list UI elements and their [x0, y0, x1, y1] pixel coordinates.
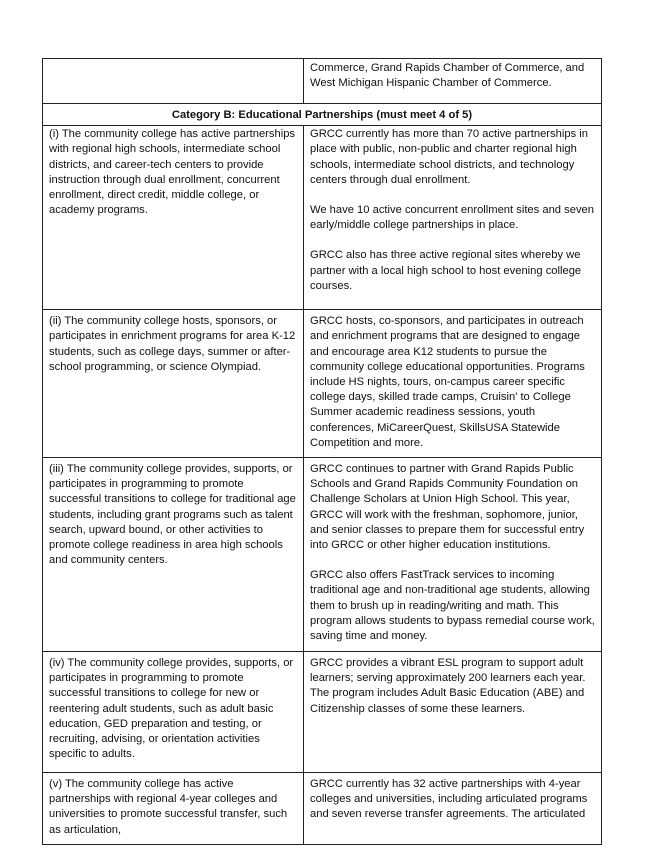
response-paragraph: We have 10 active concurrent enrollment sites and seven early/middle college partnerships in place. [310, 204, 594, 232]
partnerships-table [42, 58, 602, 845]
response-cell [304, 310, 602, 458]
response-paragraph: GRCC currently has more than 70 active partnerships in place with public, non-public and charter regional high schools, intermediate school districts, and technology centers through dual enrollment. [310, 128, 588, 186]
response-paragraph: GRCC continues to partner with Grand Rapids Public Schools and Grand Rapids Community Foundation on Challenge Scholars at Union High School. This year, GRCC will work with the freshman, sophomore, junior, and senior classes to prepare them for successful entry into GRCC or other higher education institutions. [310, 463, 585, 552]
response-cell [304, 458, 602, 652]
criterion-cell: (i) The community college has active partnerships with regional high schools, intermediate school districts, and career-tech centers to provide instruction through dual enrollment, concurrent enrollment, direct credit, middle college, or academy programs. [43, 126, 304, 310]
response-cell [304, 773, 602, 845]
category-heading: Category B: Educational Partnerships (must meet 4 of 5) [43, 104, 602, 126]
table-row [43, 458, 602, 652]
response-paragraph: GRCC also has three active regional sites whereby we partner with a local high school to host evening college courses. [310, 249, 582, 292]
response-paragraph: GRCC currently has 32 active partnerships with 4-year colleges and universities, including articulated programs and seven reverse transfer agreements. The articulated [310, 778, 588, 821]
response-paragraph: GRCC hosts, co-sponsors, and participates in outreach and enrichment programs that are designed to engage and encourage area K12 students to pursue the community college educational opportunities. Programs include HS nights, tours, on-campus career specific college days, skilled trade camps, Cruisin' to College Summer academic readiness sessions, youth conferences, MiCareerQuest, SkillsUSA Statewide Competition and more. [310, 315, 585, 449]
criterion-cell: (v) The community college has active partnerships with regional 4-year colleges and universities to promote successful transfer, such as articulation, [43, 773, 304, 845]
response-cell [304, 59, 602, 104]
criterion-cell-empty [43, 59, 304, 104]
response-paragraph: GRCC provides a vibrant ESL program to support adult learners; serving approximately 200 learners each year. The program includes Adult Basic Education (ABE) and Citizenship classes of some these learners. [310, 657, 586, 715]
category-heading-row [43, 104, 602, 126]
criterion-cell: (iii) The community college provides, supports, or participates in programming to promote successful transitions to college for traditional age students, including grant programs such as talent search, upward bound, or other activities to promote college readiness in area high schools and community centers. [43, 458, 304, 652]
criterion-cell: (iv) The community college provides, supports, or participates in programming to promote successful transitions to college for new or reentering adult students, such as adult basic education, GED preparation and testing, or recruiting, advising, or orientation activities specific to adults. [43, 652, 304, 773]
response-cell [304, 652, 602, 773]
table-row [43, 773, 602, 845]
table-row [43, 652, 602, 773]
table-row [43, 59, 602, 104]
response-cell [304, 126, 602, 310]
criterion-cell: (ii) The community college hosts, sponsors, or participates in enrichment programs for area K-12 students, such as college days, summer or after-school programming, or science Olympiad. [43, 310, 304, 458]
response-paragraph: GRCC also offers FastTrack services to incoming traditional age and non-traditional age students, allowing them to brush up in reading/writing and math. This program allows students to bypass remedial course work, saving time and money. [310, 569, 595, 643]
table-row [43, 310, 602, 458]
table-row [43, 126, 602, 310]
response-paragraph: Commerce, Grand Rapids Chamber of Commerce, and West Michigan Hispanic Chamber of Commerce. [310, 62, 585, 90]
